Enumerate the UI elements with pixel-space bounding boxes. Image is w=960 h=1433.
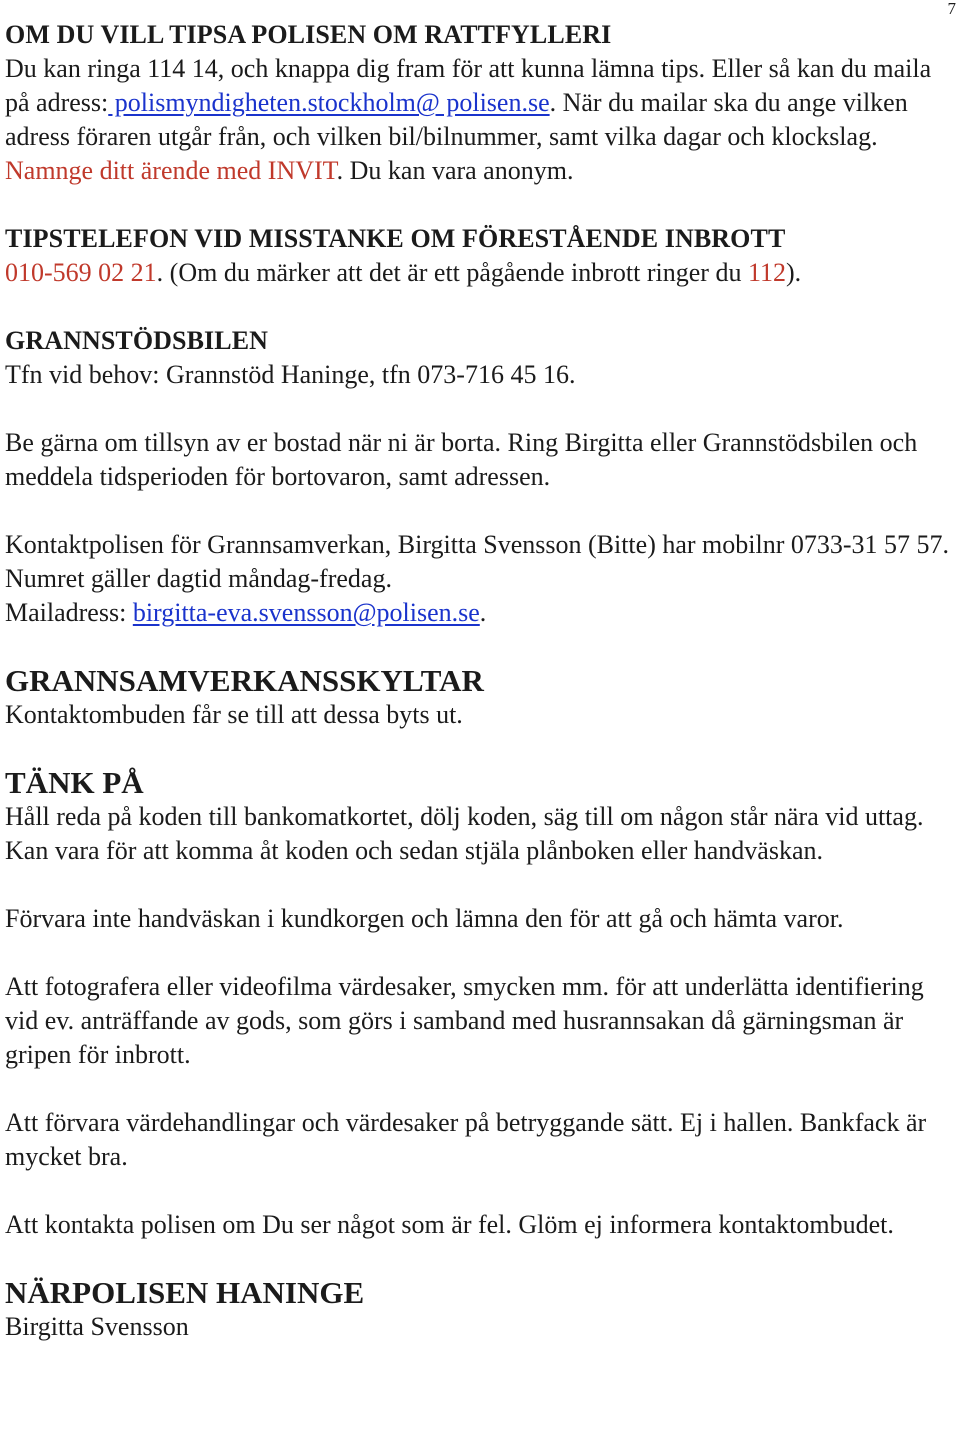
tank-paragraph-3: Att fotografera eller videofilma värdesaker, smycken mm. för att underlätta identifiering vid ev. anträffande av gods, som görs i samband med husrannsakan då gärningsman är gripen för inbrott.	[5, 972, 924, 1069]
tank-paragraph-1: Håll reda på koden till bankomatkortet, dölj koden, säg till om någon står nära vid uttag. Kan vara för att komma åt koden och sedan stjäla plånboken eller handväskan.	[5, 802, 924, 865]
narpolisen-name: Birgitta Svensson	[5, 1312, 189, 1341]
section-skyltar	[5, 664, 957, 732]
section-tipstelefon-inbrott	[5, 222, 957, 290]
kontakt-email-link[interactable]: birgitta-eva.svensson@polisen.se	[132, 598, 480, 627]
heading-narpolisen-haninge: NÄRPOLISEN HANINGE	[5, 1275, 365, 1310]
kontakt-paragraph: Kontaktpolisen för Grannsamverkan, Birgitta Svensson (Bitte) har mobilnr 0733-31 57 57. Numret gäller dagtid måndag-fredag.	[5, 530, 950, 593]
page-number: 7	[947, 0, 956, 18]
tipsa-text-2: . När du mailar ska du ange vilken adress föraren utgår från, och vilken bil/bilnummer, samt vilka dagar och klockslag.	[5, 88, 908, 151]
tank-paragraph-4: Att förvara värdehandlingar och värdesaker på betryggande sätt. Ej i hallen. Bankfack är mycket bra.	[5, 1108, 927, 1171]
tipsa-text-1: Du kan ringa 114 14, och knappa dig fram för att kunna lämna tips. Eller så kan du maila på adress:	[5, 54, 932, 117]
heading-tank-pa: TÄNK PÅ	[5, 765, 144, 800]
section-grannstodsbilen	[5, 324, 957, 494]
heading-grannstodsbilen: GRANNSTÖDSBILEN	[5, 326, 269, 355]
section-kontaktpolisen	[5, 528, 957, 630]
heading-tipsa-rattfylleri: OM DU VILL TIPSA POLISEN OM RATTFYLLERI	[5, 20, 612, 49]
kontakt-mail-label: Mailadress:	[5, 598, 133, 627]
kontakt-mail-end: .	[479, 598, 487, 627]
inbrott-phone: 010-569 02 21	[5, 258, 157, 287]
section-narpolisen	[5, 1276, 957, 1344]
tipsa-text-3: . Du kan vara anonym.	[336, 156, 574, 185]
tipsa-email-link[interactable]: polismyndigheten.stockholm@ polisen.se	[108, 88, 550, 117]
tank-paragraph-5: Att kontakta polisen om Du ser något som är fel. Glöm ej informera kontaktombudet.	[5, 1210, 894, 1239]
inbrott-paragraph	[5, 256, 957, 290]
section-tipsa-rattfylleri	[5, 18, 957, 188]
heading-grannsamverkansskyltar: GRANNSAMVERKANSSKYLTAR	[5, 663, 484, 698]
tipsa-paragraph	[5, 52, 957, 188]
grannstod-paragraph: Be gärna om tillsyn av er bostad när ni är borta. Ring Birgitta eller Grannstödsbilen och meddela tidsperioden för bortovaron, samt adressen.	[5, 428, 918, 491]
tank-paragraph-2: Förvara inte handväskan i kundkorgen och lämna den för att gå och hämta varor.	[5, 904, 844, 933]
tipsa-note-invit: Namnge ditt ärende med INVIT	[5, 156, 337, 185]
skyltar-text: Kontaktombuden får se till att dessa byts ut.	[5, 700, 463, 729]
inbrott-emergency-number: 112	[747, 258, 787, 287]
inbrott-text-b: ).	[786, 258, 802, 287]
section-tank-pa	[5, 766, 957, 1242]
kontakt-mail-line	[5, 596, 957, 630]
heading-tipstelefon-inbrott: TIPSTELEFON VID MISSTANKE OM FÖRESTÅENDE INBROTT	[5, 224, 786, 253]
document-page	[5, 18, 957, 1344]
inbrott-text-a: . (Om du märker att det är ett pågående inbrott ringer du	[156, 258, 748, 287]
grannstod-phone-line: Tfn vid behov: Grannstöd Haninge, tfn 073-716 45 16.	[5, 360, 576, 389]
